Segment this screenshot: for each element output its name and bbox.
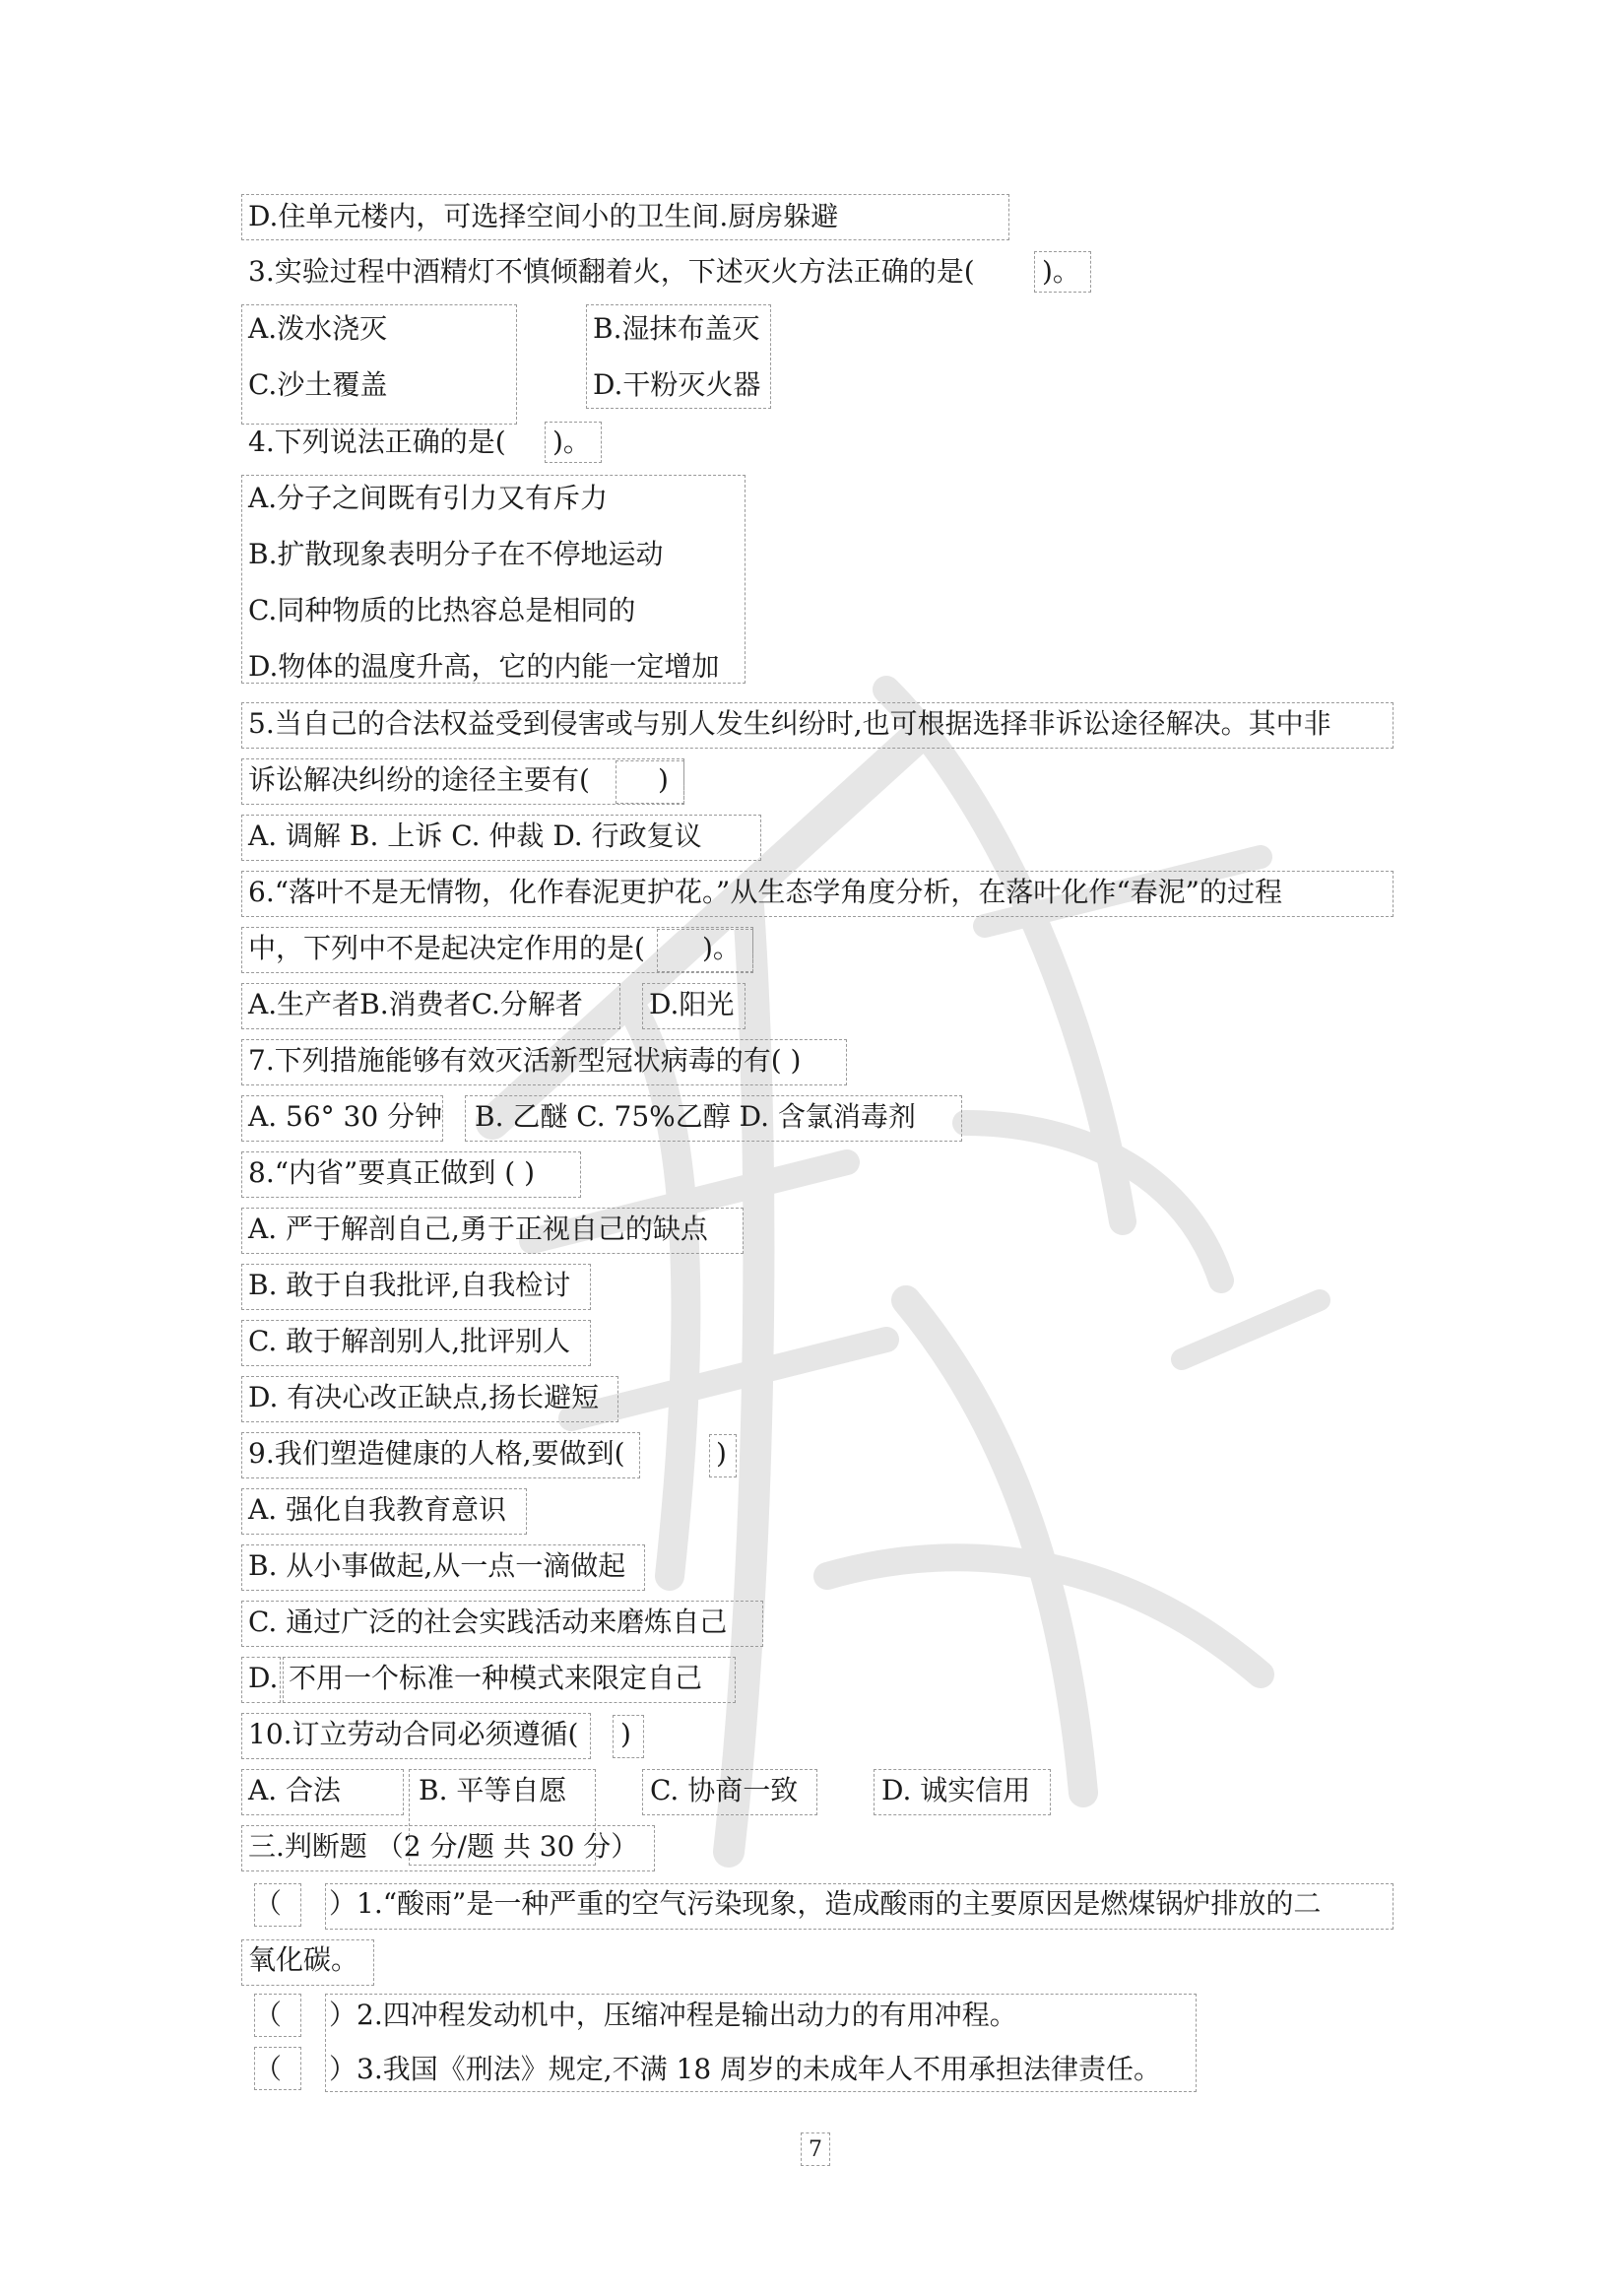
q3-stem: 3.实验过程中酒精灯不慎倾翻着火，下述灭火方法正确的是( bbox=[248, 255, 975, 288]
q2-option-d: D.住单元楼内，可选择空间小的卫生间.厨房躲避 bbox=[248, 200, 839, 232]
q3-option-d: D.干粉灭火器 bbox=[593, 368, 761, 401]
q4-option-d: D.物体的温度升高，它的内能一定增加 bbox=[248, 650, 720, 683]
q10-stem-end: ) bbox=[620, 1718, 631, 1750]
q5-stem-line2: 诉讼解决纠纷的途径主要有( bbox=[248, 763, 590, 796]
tf3-text: ）3.我国《刑法》规定,不满 18 周岁的未成年人不用承担法律责任。 bbox=[329, 2053, 1162, 2085]
q4-stem: 4.下列说法正确的是( bbox=[248, 426, 506, 458]
q4-option-c: C.同种物质的比热容总是相同的 bbox=[248, 594, 636, 626]
tf1-paren-open: （ bbox=[254, 1887, 283, 1920]
q6-options-abc: A.生产者B.消费者C.分解者 bbox=[248, 988, 583, 1020]
q9-option-a: A. 强化自我教育意识 bbox=[248, 1493, 507, 1526]
q9-option-c: C. 通过广泛的社会实践活动来磨炼自己 bbox=[248, 1606, 728, 1638]
q5-stem-end: ) bbox=[658, 763, 669, 796]
q10-option-d: D. 诚实信用 bbox=[881, 1774, 1031, 1806]
q4-option-b: B.扩散现象表明分子在不停地运动 bbox=[248, 538, 664, 570]
q4-option-a: A.分子之间既有引力又有斥力 bbox=[248, 482, 609, 514]
q5-stem-line1: 5.当自己的合法权益受到侵害或与别人发生纠纷时,也可根据选择非诉讼途径解决。其中非 bbox=[248, 707, 1331, 740]
section3-title: 三.判断题 （2 分/题 共 30 分） bbox=[248, 1830, 639, 1863]
q3-option-b: B.湿抹布盖灭 bbox=[593, 312, 760, 345]
q3-stem-end: )。 bbox=[1042, 255, 1080, 288]
q6-stem-line1: 6.“落叶不是无情物，化作春泥更护花。”从生态学角度分析，在落叶化作“春泥”的过程 bbox=[248, 876, 1282, 908]
q10-option-b: B. 平等自愿 bbox=[419, 1774, 567, 1806]
q4-stem-end: )。 bbox=[552, 426, 591, 458]
q3-option-a: A.泼水浇灭 bbox=[248, 312, 388, 345]
q8-stem: 8.“内省”要真正做到 ( ) bbox=[248, 1156, 535, 1189]
q6-option-d: D.阳光 bbox=[649, 988, 735, 1020]
q7-stem: 7.下列措施能够有效灭活新型冠状病毒的有( ) bbox=[248, 1044, 802, 1077]
q7-options-bcd: B. 乙醚 C. 75%乙醇 D. 含氯消毒剂 bbox=[475, 1100, 916, 1133]
q8-option-d: D. 有决心改正缺点,扬长避短 bbox=[248, 1381, 600, 1413]
q6-stem-end: )。 bbox=[702, 932, 741, 964]
q6-stem-line2: 中，下列中不是起决定作用的是( bbox=[248, 932, 645, 964]
q10-stem: 10.订立劳动合同必须遵循( bbox=[248, 1718, 579, 1750]
q3-option-c: C.沙土覆盖 bbox=[248, 368, 388, 401]
q9-option-d-text: 不用一个标准一种模式来限定自己 bbox=[289, 1662, 703, 1694]
q9-option-b: B. 从小事做起,从一点一滴做起 bbox=[248, 1549, 626, 1582]
tf2-paren-open: （ bbox=[254, 1999, 283, 2031]
q8-option-a: A. 严于解剖自己,勇于正视自己的缺点 bbox=[248, 1213, 708, 1245]
tf3-paren-open: （ bbox=[254, 2053, 283, 2085]
q5-options: A. 调解 B. 上诉 C. 仲裁 D. 行政复议 bbox=[248, 820, 702, 852]
q5-answer-blank[interactable] bbox=[616, 760, 684, 804]
tf1-line1: ）1.“酸雨”是一种严重的空气污染现象，造成酸雨的主要原因是燃煤锅炉排放的二 bbox=[329, 1887, 1322, 1920]
tf2-text: ）2.四冲程发动机中，压缩冲程是输出动力的有用冲程。 bbox=[329, 1999, 1017, 2031]
q9-option-d-letter: D. bbox=[248, 1662, 279, 1694]
q9-stem-end: ) bbox=[716, 1437, 727, 1470]
q7-option-a: A. 56° 30 分钟 bbox=[248, 1100, 443, 1133]
q9-stem: 9.我们塑造健康的人格,要做到( bbox=[248, 1437, 625, 1470]
q8-option-b: B. 敢于自我批评,自我检讨 bbox=[248, 1269, 571, 1301]
tf1-line2: 氧化碳。 bbox=[248, 1943, 359, 1976]
page-number: 7 bbox=[801, 2132, 830, 2166]
q10-option-c: C. 协商一致 bbox=[650, 1774, 799, 1806]
q10-option-a: A. 合法 bbox=[248, 1774, 342, 1806]
q8-option-c: C. 敢于解剖别人,批评别人 bbox=[248, 1325, 571, 1357]
